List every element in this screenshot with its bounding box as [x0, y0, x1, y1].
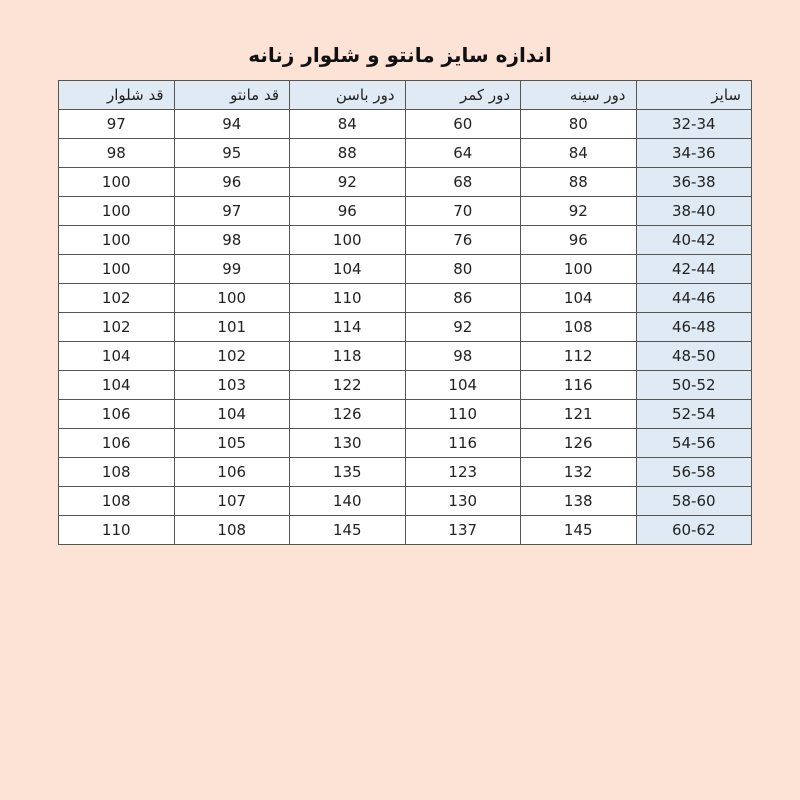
table-row	[59, 371, 752, 400]
cell-pants-length: 110	[59, 516, 175, 545]
table-row	[59, 313, 752, 342]
cell-hip: 96	[290, 197, 406, 226]
header-waist: دور کمر	[405, 81, 521, 110]
cell-pants-length: 108	[59, 487, 175, 516]
cell-hip: 126	[290, 400, 406, 429]
cell-pants-length: 100	[59, 255, 175, 284]
cell-manteau-length: 101	[174, 313, 290, 342]
cell-pants-length: 106	[59, 429, 175, 458]
cell-chest: 132	[521, 458, 637, 487]
cell-chest: 96	[521, 226, 637, 255]
cell-waist: 92	[405, 313, 521, 342]
cell-hip: 122	[290, 371, 406, 400]
cell-chest: 116	[521, 371, 637, 400]
cell-hip: 92	[290, 168, 406, 197]
cell-waist: 130	[405, 487, 521, 516]
table-row	[59, 255, 752, 284]
cell-waist: 60	[405, 110, 521, 139]
cell-hip: 110	[290, 284, 406, 313]
cell-waist: 70	[405, 197, 521, 226]
cell-chest: 92	[521, 197, 637, 226]
cell-manteau-length: 97	[174, 197, 290, 226]
cell-chest: 80	[521, 110, 637, 139]
cell-size: 58-60	[636, 487, 752, 516]
cell-hip: 145	[290, 516, 406, 545]
page-title: اندازه سایز مانتو و شلوار زنانه	[248, 43, 552, 67]
cell-manteau-length: 99	[174, 255, 290, 284]
cell-pants-length: 108	[59, 458, 175, 487]
cell-size: 46-48	[636, 313, 752, 342]
table-row	[59, 458, 752, 487]
cell-pants-length: 106	[59, 400, 175, 429]
cell-manteau-length: 98	[174, 226, 290, 255]
cell-size: 36-38	[636, 168, 752, 197]
cell-pants-length: 104	[59, 342, 175, 371]
cell-hip: 100	[290, 226, 406, 255]
cell-hip: 135	[290, 458, 406, 487]
cell-size: 56-58	[636, 458, 752, 487]
table-body	[59, 110, 752, 545]
cell-chest: 84	[521, 139, 637, 168]
cell-manteau-length: 106	[174, 458, 290, 487]
cell-size: 32-34	[636, 110, 752, 139]
cell-waist: 76	[405, 226, 521, 255]
cell-size: 40-42	[636, 226, 752, 255]
cell-size: 52-54	[636, 400, 752, 429]
cell-waist: 137	[405, 516, 521, 545]
cell-waist: 98	[405, 342, 521, 371]
cell-manteau-length: 94	[174, 110, 290, 139]
cell-pants-length: 100	[59, 197, 175, 226]
cell-chest: 112	[521, 342, 637, 371]
cell-waist: 110	[405, 400, 521, 429]
table-row	[59, 139, 752, 168]
cell-manteau-length: 108	[174, 516, 290, 545]
cell-hip: 140	[290, 487, 406, 516]
table-row	[59, 429, 752, 458]
cell-pants-length: 100	[59, 226, 175, 255]
table-row	[59, 110, 752, 139]
cell-chest: 126	[521, 429, 637, 458]
table-header-row	[59, 81, 752, 110]
cell-chest: 104	[521, 284, 637, 313]
cell-size: 60-62	[636, 516, 752, 545]
header-hip: دور باسن	[290, 81, 406, 110]
cell-size: 54-56	[636, 429, 752, 458]
table-row	[59, 516, 752, 545]
cell-manteau-length: 103	[174, 371, 290, 400]
cell-hip: 88	[290, 139, 406, 168]
cell-pants-length: 104	[59, 371, 175, 400]
cell-pants-length: 98	[59, 139, 175, 168]
cell-manteau-length: 107	[174, 487, 290, 516]
cell-hip: 84	[290, 110, 406, 139]
cell-manteau-length: 102	[174, 342, 290, 371]
cell-size: 50-52	[636, 371, 752, 400]
cell-chest: 88	[521, 168, 637, 197]
cell-chest: 121	[521, 400, 637, 429]
table-row	[59, 226, 752, 255]
cell-pants-length: 100	[59, 168, 175, 197]
cell-waist: 80	[405, 255, 521, 284]
cell-size: 44-46	[636, 284, 752, 313]
cell-size: 38-40	[636, 197, 752, 226]
cell-size: 48-50	[636, 342, 752, 371]
cell-manteau-length: 96	[174, 168, 290, 197]
table-row	[59, 168, 752, 197]
cell-hip: 104	[290, 255, 406, 284]
cell-hip: 114	[290, 313, 406, 342]
table-row	[59, 197, 752, 226]
cell-chest: 138	[521, 487, 637, 516]
cell-waist: 64	[405, 139, 521, 168]
header-size: سایز	[636, 81, 752, 110]
cell-size: 34-36	[636, 139, 752, 168]
cell-manteau-length: 104	[174, 400, 290, 429]
cell-pants-length: 97	[59, 110, 175, 139]
table-row	[59, 487, 752, 516]
cell-pants-length: 102	[59, 284, 175, 313]
cell-chest: 145	[521, 516, 637, 545]
cell-chest: 108	[521, 313, 637, 342]
cell-manteau-length: 105	[174, 429, 290, 458]
header-manteau-length: قد مانتو	[174, 81, 290, 110]
cell-manteau-length: 95	[174, 139, 290, 168]
size-chart-table	[58, 80, 752, 545]
cell-pants-length: 102	[59, 313, 175, 342]
table-row	[59, 284, 752, 313]
header-pants-length: قد شلوار	[59, 81, 175, 110]
cell-hip: 118	[290, 342, 406, 371]
cell-size: 42-44	[636, 255, 752, 284]
table-row	[59, 400, 752, 429]
cell-waist: 104	[405, 371, 521, 400]
cell-waist: 116	[405, 429, 521, 458]
cell-manteau-length: 100	[174, 284, 290, 313]
cell-waist: 123	[405, 458, 521, 487]
header-chest: دور سینه	[521, 81, 637, 110]
cell-waist: 86	[405, 284, 521, 313]
cell-waist: 68	[405, 168, 521, 197]
cell-hip: 130	[290, 429, 406, 458]
cell-chest: 100	[521, 255, 637, 284]
table-row	[59, 342, 752, 371]
